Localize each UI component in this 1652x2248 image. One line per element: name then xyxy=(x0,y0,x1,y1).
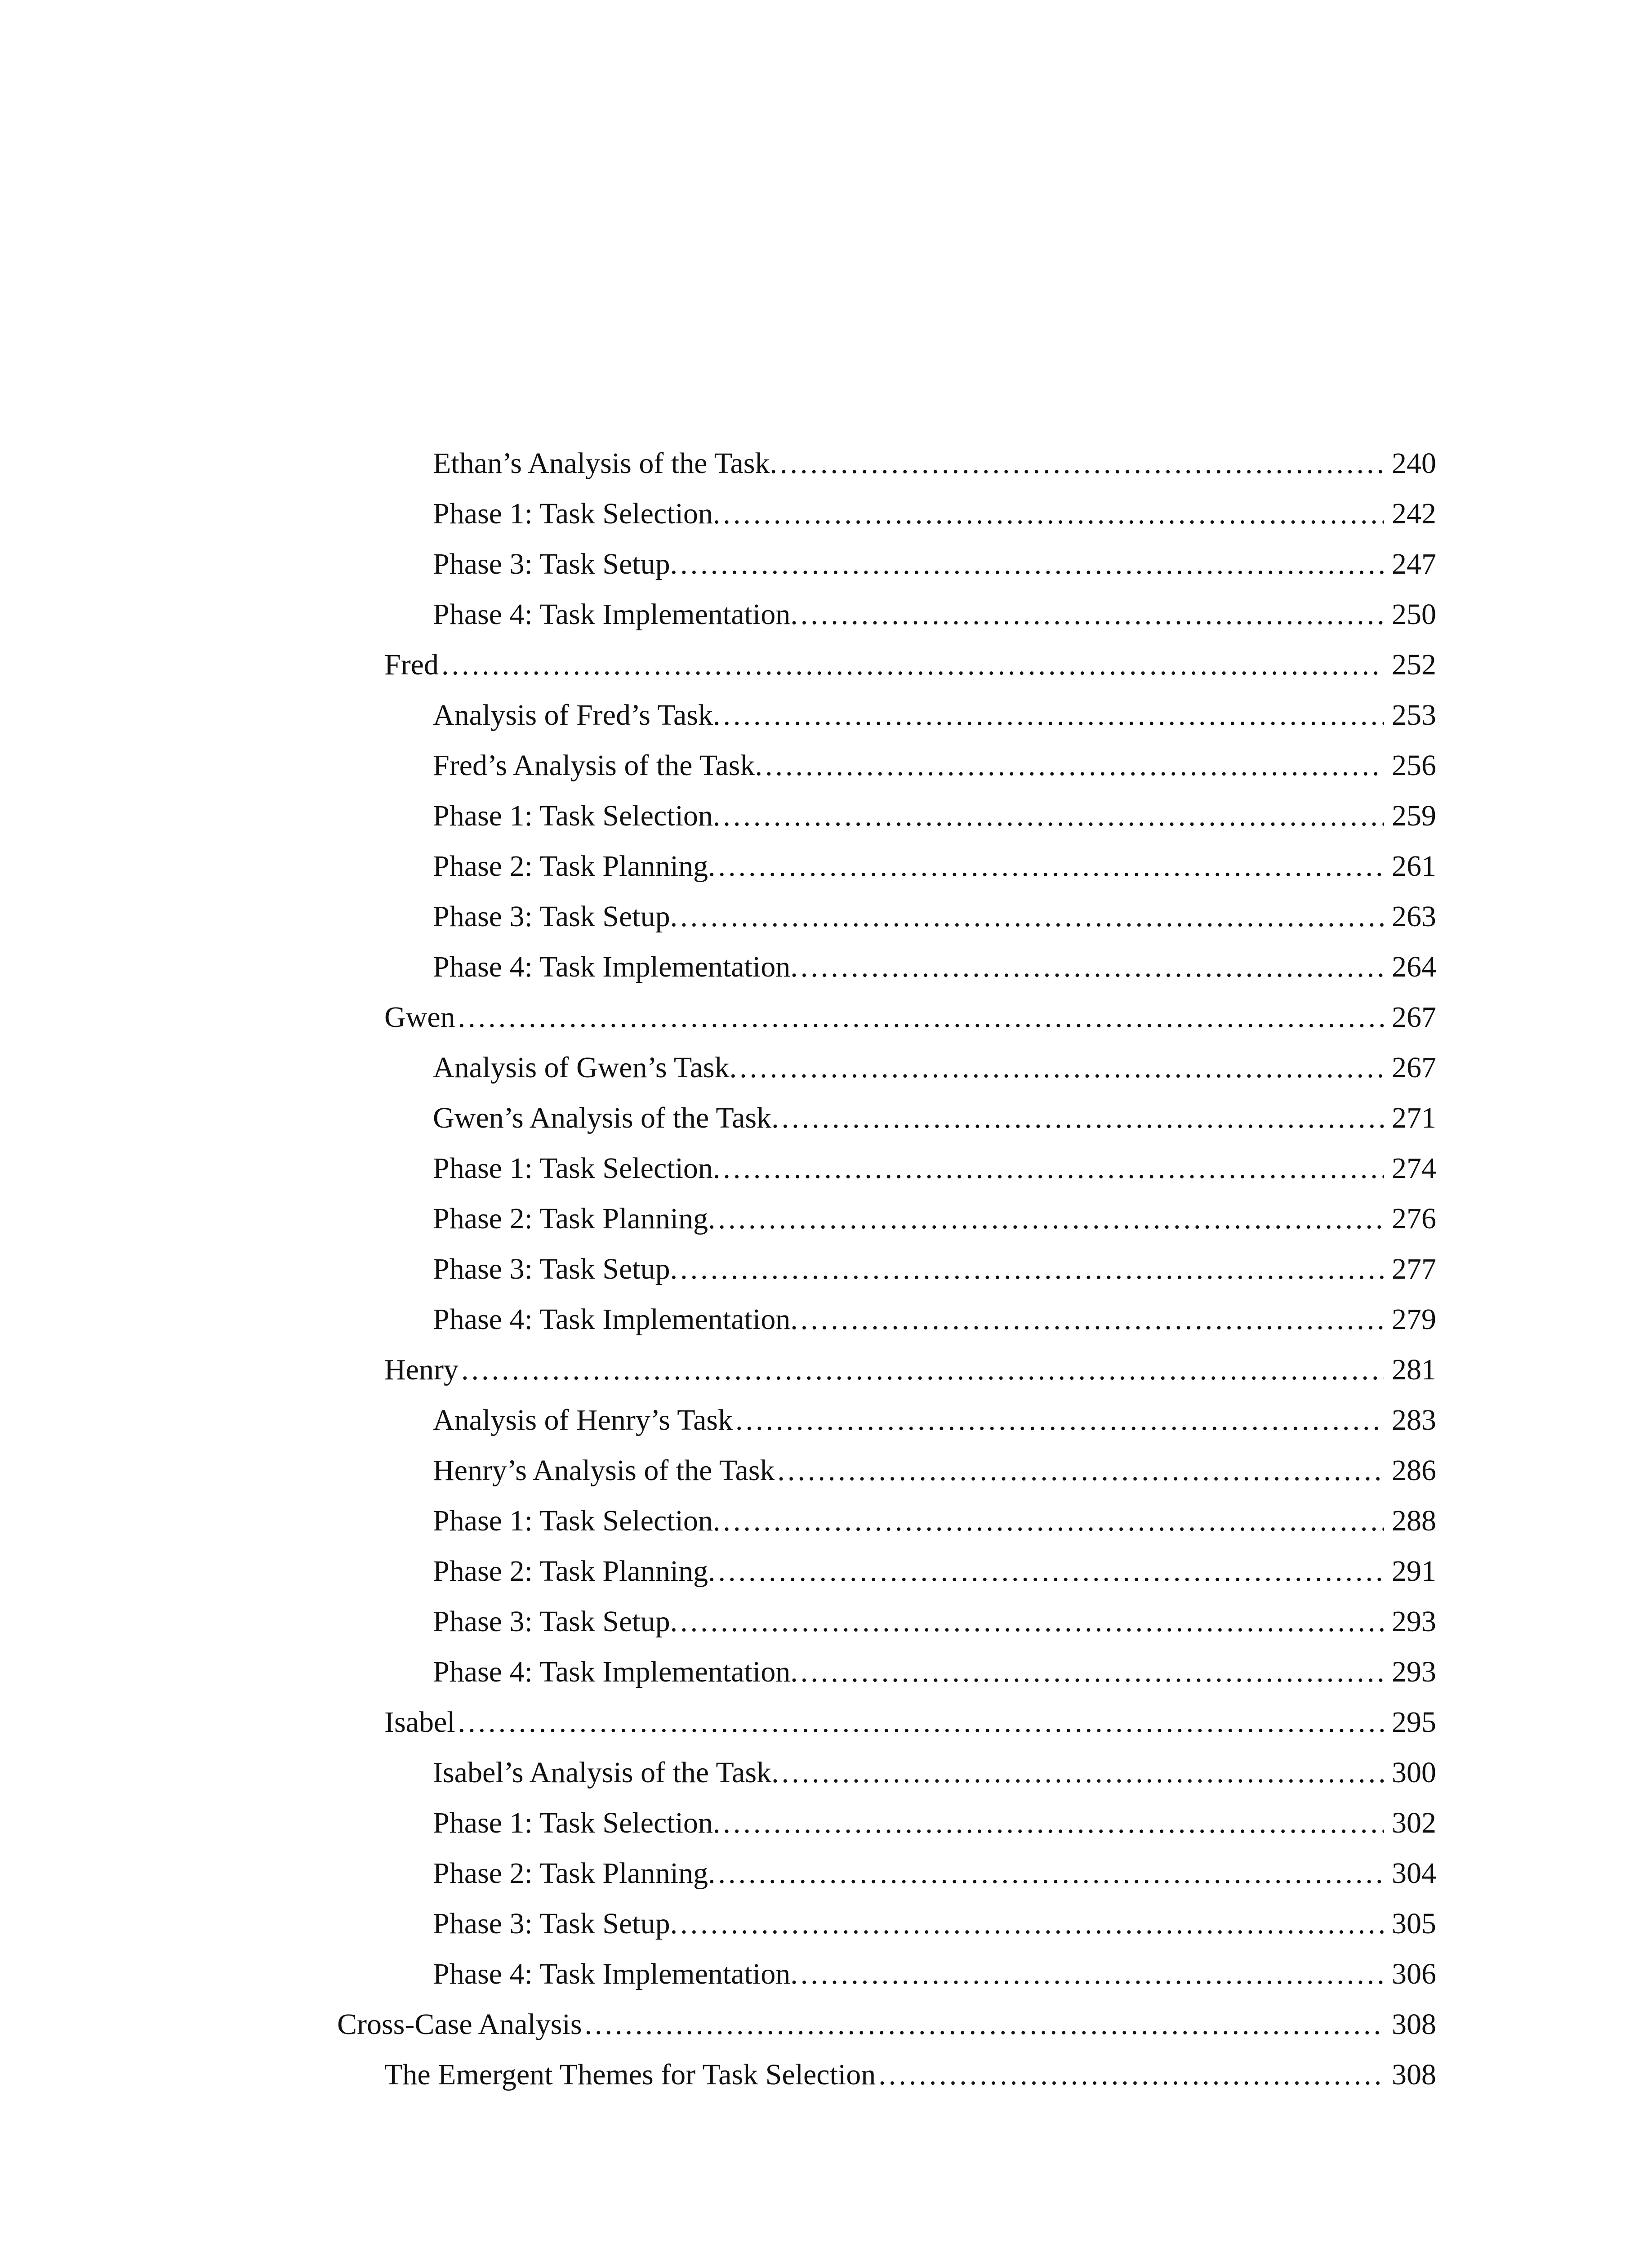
toc-entry-title: Phase 4: Task Implementation. xyxy=(433,1303,798,1336)
toc-entry-title: Phase 1: Task Selection. xyxy=(433,497,721,530)
toc-entry-page: 306 xyxy=(1392,1958,1436,1990)
toc-entry-page: 264 xyxy=(1392,950,1436,983)
toc-dot-leader xyxy=(777,1445,1384,1496)
toc-entry xyxy=(0,1697,1652,1748)
toc-entry xyxy=(0,438,1652,489)
toc-entry-title: Isabel xyxy=(384,1706,455,1739)
toc-dot-leader xyxy=(801,1647,1384,1697)
toc-entry-title: Analysis of Fred’s Task. xyxy=(433,699,721,731)
toc-entry-page: 271 xyxy=(1392,1102,1436,1134)
toc-entry xyxy=(0,539,1652,589)
toc-entry xyxy=(0,1949,1652,1999)
toc-dot-leader xyxy=(780,438,1384,489)
toc-dot-leader xyxy=(801,942,1384,992)
toc-entry xyxy=(0,1597,1652,1647)
toc-dot-leader xyxy=(739,1043,1384,1093)
toc-dot-leader xyxy=(680,892,1384,942)
toc-entry-page: 302 xyxy=(1392,1806,1436,1839)
toc-entry xyxy=(0,589,1652,640)
toc-entry xyxy=(0,1848,1652,1899)
toc-entry xyxy=(0,1999,1652,2050)
toc-entry-title: Phase 3: Task Setup. xyxy=(433,1253,678,1285)
toc-entry-page: 274 xyxy=(1392,1152,1436,1185)
toc-entry-title: Phase 2: Task Planning. xyxy=(433,1555,716,1588)
toc-dot-leader xyxy=(723,489,1384,539)
toc-entry xyxy=(0,942,1652,992)
toc-dot-leader xyxy=(723,690,1384,740)
toc-entry-page: 252 xyxy=(1392,648,1436,681)
toc-dot-leader xyxy=(801,1294,1384,1345)
toc-entry-title: Phase 3: Task Setup. xyxy=(433,900,678,933)
toc-entry xyxy=(0,1445,1652,1496)
toc-dot-leader xyxy=(718,1848,1384,1899)
toc-entry-title: Phase 1: Task Selection. xyxy=(433,1152,721,1185)
toc-entry-title: Cross-Case Analysis xyxy=(337,2008,582,2041)
toc-entry-title: Phase 2: Task Planning. xyxy=(433,850,716,883)
toc-entry-title: Phase 2: Task Planning. xyxy=(433,1857,716,1890)
toc-entry-page: 263 xyxy=(1392,900,1436,933)
toc-entry xyxy=(0,1496,1652,1546)
toc-entry-page: 291 xyxy=(1392,1555,1436,1588)
toc-entry-page: 267 xyxy=(1392,1001,1436,1034)
toc-entry xyxy=(0,740,1652,791)
toc-entry xyxy=(0,1798,1652,1848)
toc-entry xyxy=(0,892,1652,942)
toc-entry-title: Fred’s Analysis of the Task. xyxy=(433,749,762,782)
toc-entry xyxy=(0,640,1652,690)
toc-entry-page: 277 xyxy=(1392,1253,1436,1285)
toc-entry-page: 276 xyxy=(1392,1202,1436,1235)
toc-entry xyxy=(0,992,1652,1043)
toc-entry-title: The Emergent Themes for Task Selection xyxy=(384,2058,876,2091)
toc-entry-page: 308 xyxy=(1392,2058,1436,2091)
toc-entry-title: Phase 3: Task Setup. xyxy=(433,1605,678,1638)
toc-entry xyxy=(0,1093,1652,1143)
toc-dot-leader xyxy=(801,589,1384,640)
toc-entry-page: 293 xyxy=(1392,1655,1436,1688)
toc-dot-leader xyxy=(680,1899,1384,1949)
toc-entry-title: Phase 1: Task Selection. xyxy=(433,1504,721,1537)
toc-entry-page: 308 xyxy=(1392,2008,1436,2041)
toc-entry-title: Isabel’s Analysis of the Task. xyxy=(433,1756,779,1789)
toc-dot-leader xyxy=(458,1697,1384,1748)
toc-entry xyxy=(0,1043,1652,1093)
toc-dot-leader xyxy=(718,1194,1384,1244)
toc-entry-page: 286 xyxy=(1392,1454,1436,1487)
toc-dot-leader xyxy=(680,539,1384,589)
toc-entry xyxy=(0,1294,1652,1345)
toc-entry-page: 295 xyxy=(1392,1706,1436,1739)
toc-entry xyxy=(0,1748,1652,1798)
toc-entry xyxy=(0,1244,1652,1294)
toc-dot-leader xyxy=(723,1143,1384,1194)
toc-entry xyxy=(0,791,1652,841)
toc-entry-title: Ethan’s Analysis of the Task. xyxy=(433,447,777,480)
toc-entry-title: Phase 4: Task Implementation. xyxy=(433,598,798,631)
toc-entry xyxy=(0,1345,1652,1395)
toc-entry xyxy=(0,2050,1652,2100)
toc-dot-leader xyxy=(723,1496,1384,1546)
toc-entry-page: 281 xyxy=(1392,1353,1436,1386)
toc-entry-page: 279 xyxy=(1392,1303,1436,1336)
toc-entry xyxy=(0,841,1652,892)
toc-entry-page: 288 xyxy=(1392,1504,1436,1537)
toc-dot-leader xyxy=(801,1949,1384,1999)
toc-entry-title: Analysis of Gwen’s Task. xyxy=(433,1051,737,1084)
toc-entry-page: 242 xyxy=(1392,497,1436,530)
toc-entry-title: Analysis of Henry’s Task xyxy=(433,1404,733,1436)
toc-entry-title: Gwen xyxy=(384,1001,455,1034)
toc-entry-page: 256 xyxy=(1392,749,1436,782)
toc-entry-page: 253 xyxy=(1392,699,1436,731)
toc-dot-leader xyxy=(585,1999,1385,2050)
toc-entry xyxy=(0,1899,1652,1949)
toc-entry-page: 293 xyxy=(1392,1605,1436,1638)
toc-entry xyxy=(0,1647,1652,1697)
toc-entry-title: Phase 3: Task Setup. xyxy=(433,1907,678,1940)
toc-entry-title: Phase 1: Task Selection. xyxy=(433,1806,721,1839)
toc-entry-title: Henry xyxy=(384,1353,459,1386)
toc-entry-title: Phase 4: Task Implementation. xyxy=(433,1655,798,1688)
toc-entry xyxy=(0,1194,1652,1244)
toc-entry xyxy=(0,489,1652,539)
toc-dot-leader xyxy=(723,1798,1384,1848)
table-of-contents xyxy=(0,438,1652,2100)
toc-dot-leader xyxy=(718,841,1384,892)
toc-entry xyxy=(0,1143,1652,1194)
toc-dot-leader xyxy=(441,640,1384,690)
toc-entry-page: 300 xyxy=(1392,1756,1436,1789)
toc-dot-leader xyxy=(718,1546,1384,1597)
toc-entry-page: 240 xyxy=(1392,447,1436,480)
toc-entry xyxy=(0,1546,1652,1597)
toc-entry-page: 304 xyxy=(1392,1857,1436,1890)
toc-dot-leader xyxy=(782,1748,1384,1798)
toc-dot-leader xyxy=(765,740,1384,791)
toc-entry-page: 305 xyxy=(1392,1907,1436,1940)
toc-entry-title: Phase 4: Task Implementation. xyxy=(433,1958,798,1990)
toc-dot-leader xyxy=(458,992,1384,1043)
toc-entry xyxy=(0,690,1652,740)
toc-entry-page: 261 xyxy=(1392,850,1436,883)
toc-dot-leader xyxy=(878,2050,1384,2100)
toc-entry-page: 259 xyxy=(1392,799,1436,832)
toc-entry-title: Phase 2: Task Planning. xyxy=(433,1202,716,1235)
toc-entry-title: Fred xyxy=(384,648,439,681)
toc-dot-leader xyxy=(723,791,1384,841)
toc-entry-title: Henry’s Analysis of the Task xyxy=(433,1454,775,1487)
toc-dot-leader xyxy=(782,1093,1384,1143)
toc-entry xyxy=(0,1395,1652,1445)
toc-entry-title: Phase 4: Task Implementation. xyxy=(433,950,798,983)
toc-dot-leader xyxy=(461,1345,1384,1395)
toc-entry-page: 247 xyxy=(1392,548,1436,580)
toc-dot-leader xyxy=(680,1597,1384,1647)
toc-entry-title: Phase 3: Task Setup. xyxy=(433,548,678,580)
toc-entry-page: 267 xyxy=(1392,1051,1436,1084)
toc-dot-leader xyxy=(680,1244,1384,1294)
toc-entry-page: 283 xyxy=(1392,1404,1436,1436)
toc-entry-title: Phase 1: Task Selection. xyxy=(433,799,721,832)
toc-entry-page: 250 xyxy=(1392,598,1436,631)
toc-dot-leader xyxy=(735,1395,1384,1445)
toc-entry-title: Gwen’s Analysis of the Task. xyxy=(433,1102,779,1134)
